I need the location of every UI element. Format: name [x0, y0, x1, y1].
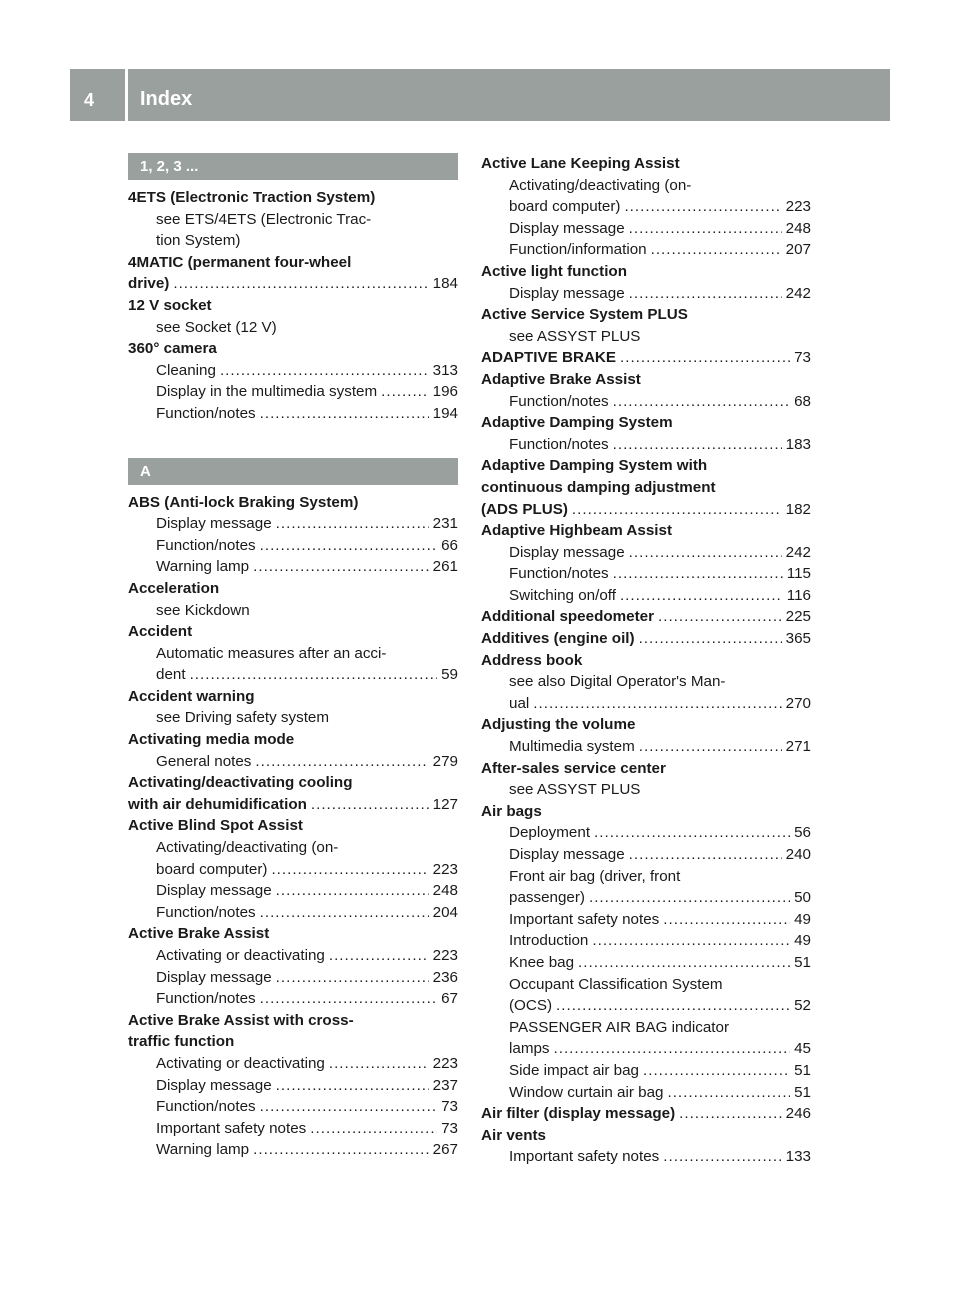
page-ref: 248 — [785, 219, 811, 237]
page-ref: 207 — [785, 241, 811, 259]
index-subentry — [481, 995, 811, 1017]
index-entry: Active light function — [481, 262, 627, 280]
page-ref: 127 — [432, 795, 458, 813]
index-entry — [481, 347, 811, 369]
index-subentry — [481, 1082, 811, 1104]
page-ref: 182 — [785, 500, 811, 518]
index-entry — [481, 499, 811, 521]
entry-text: drive) — [128, 275, 170, 293]
entry-text: Multimedia system — [509, 738, 635, 756]
entry-text: Important safety notes — [156, 1119, 307, 1137]
dot-leader — [658, 606, 782, 628]
entry-text: Air filter (display message) — [481, 1105, 676, 1123]
index-subentry — [481, 909, 811, 931]
dot-leader — [220, 360, 429, 382]
dot-leader — [533, 693, 781, 715]
dot-leader — [639, 736, 782, 758]
index-subentry — [128, 751, 458, 773]
index-entry — [128, 273, 458, 295]
index-subentry — [481, 952, 811, 974]
dot-leader — [629, 542, 782, 564]
dot-leader — [629, 218, 782, 240]
page-ref: 194 — [432, 404, 458, 422]
index-entry: Active Service System PLUS — [481, 306, 688, 324]
entry-text: Display message — [156, 968, 272, 986]
entry-text: Display message — [156, 882, 272, 900]
dot-leader — [572, 499, 782, 521]
dot-leader — [613, 563, 783, 585]
dot-leader — [639, 628, 782, 650]
dot-leader — [620, 347, 790, 369]
header-divider — [125, 69, 128, 121]
page-ref: 45 — [794, 1040, 811, 1058]
entry-text: Activating or deactivating — [156, 1054, 325, 1072]
entry-text: Function/information — [509, 241, 647, 259]
dot-leader — [592, 930, 790, 952]
page-ref: 68 — [794, 392, 811, 410]
page-ref: 73 — [441, 1098, 458, 1116]
entry-text: (OCS) — [509, 997, 553, 1015]
page-ref: 365 — [785, 630, 811, 648]
page-ref: 51 — [794, 1083, 811, 1101]
entry-text: ual — [509, 694, 530, 712]
dot-leader — [578, 952, 790, 974]
index-entry: Active Brake Assist with cross- — [128, 1011, 354, 1029]
index-subentry — [128, 1139, 458, 1161]
index-entry: Adaptive Damping System with — [481, 457, 708, 475]
entry-text: Cleaning — [156, 361, 216, 379]
dot-leader — [613, 434, 782, 456]
index-entry — [481, 628, 811, 650]
entry-text: Display message — [509, 846, 625, 863]
entry-text: (ADS PLUS) — [481, 500, 568, 518]
page-ref: 223 — [785, 198, 811, 216]
index-subentry: tion System) — [156, 232, 241, 250]
dot-leader — [310, 1118, 437, 1140]
dot-leader — [651, 239, 782, 261]
page-ref: 56 — [794, 824, 811, 842]
page-ref: 133 — [785, 1148, 811, 1166]
page-ref: 246 — [785, 1105, 811, 1123]
page-ref: 279 — [432, 752, 458, 770]
page-ref: 184 — [432, 275, 458, 293]
index-entry — [128, 794, 458, 816]
page-ref: 73 — [794, 349, 811, 367]
page-ref: 270 — [785, 694, 811, 712]
index-entry: traffic function — [128, 1033, 235, 1051]
entry-text: Function/notes — [156, 903, 256, 921]
index-subentry — [481, 822, 811, 844]
entry-text: dent — [156, 666, 186, 684]
entry-text: Function/notes — [509, 565, 609, 583]
index-subentry — [128, 1118, 458, 1140]
dot-leader — [255, 751, 428, 773]
page-ref: 50 — [794, 889, 811, 907]
index-subentry: PASSENGER AIR BAG indicator — [509, 1018, 730, 1036]
entry-text: Function/notes — [156, 1098, 256, 1116]
index-entry: Accident warning — [128, 687, 255, 705]
index-entry: Air vents — [481, 1126, 546, 1144]
index-entry — [481, 1103, 811, 1125]
index-subentry: Occupant Classification System — [509, 975, 723, 993]
index-subentry: see Kickdown — [156, 601, 250, 619]
dot-leader — [589, 887, 790, 909]
entry-text: Function/notes — [156, 990, 256, 1008]
page-ref: 240 — [785, 846, 811, 863]
entry-text: Side impact air bag — [509, 1061, 640, 1079]
entry-text: Display message — [156, 1076, 272, 1094]
index-entry: 360° camera — [128, 340, 217, 358]
index-entry: 4MATIC (permanent four-wheel — [128, 253, 352, 271]
page-ref: 115 — [786, 565, 811, 583]
dot-leader — [190, 664, 438, 686]
page-ref: 196 — [432, 383, 458, 401]
dot-leader — [253, 556, 429, 578]
page-ref: 313 — [432, 361, 458, 379]
index-entry: Active Brake Assist — [128, 925, 270, 943]
index-entry: Adaptive Damping System — [481, 414, 673, 432]
entry-text: Display message — [509, 284, 625, 302]
index-subentry — [128, 381, 458, 403]
dot-leader — [260, 403, 429, 425]
entry-text: Additives (engine oil) — [481, 630, 635, 648]
index-entry: 4ETS (Electronic Traction System) — [128, 189, 376, 206]
index-subentry — [128, 1053, 458, 1075]
index-subentry — [481, 283, 811, 305]
page-header — [70, 69, 890, 121]
page-ref: 237 — [432, 1076, 458, 1094]
entry-text: Knee bag — [509, 953, 575, 971]
dot-leader — [554, 1038, 791, 1060]
page-ref: 242 — [785, 284, 811, 302]
index-entry: continuous damping adjustment — [481, 478, 716, 496]
index-subentry — [481, 1060, 811, 1082]
index-subentry — [481, 736, 811, 758]
index-subentry — [481, 196, 811, 218]
entry-text: Additional speedometer — [481, 608, 654, 626]
entry-text: Important safety notes — [509, 1148, 660, 1166]
section-header: A — [128, 458, 458, 485]
index-subentry: see ETS/4ETS (Electronic Trac- — [156, 210, 372, 228]
page-ref: 52 — [794, 997, 811, 1015]
page-ref: 236 — [432, 968, 458, 986]
entry-text: Function/notes — [509, 392, 609, 410]
dot-leader — [311, 794, 429, 816]
page-ref: 223 — [432, 947, 458, 964]
dot-leader — [629, 283, 782, 305]
dot-leader — [276, 513, 429, 535]
index-subentry — [128, 988, 458, 1010]
index-entry: Address book — [481, 651, 583, 669]
page-ref: 223 — [432, 860, 458, 878]
index-subentry — [128, 902, 458, 924]
index-subentry: Front air bag (driver, front — [509, 867, 681, 885]
index-entry: Adjusting the volume — [481, 716, 636, 734]
index-column-left — [128, 153, 458, 1161]
dot-leader — [663, 1146, 781, 1168]
dot-leader — [253, 1139, 429, 1161]
entry-text: Function/notes — [156, 536, 256, 554]
dot-leader — [276, 967, 429, 989]
dot-leader — [679, 1103, 782, 1125]
page-ref: 261 — [432, 558, 458, 576]
page-ref: 67 — [441, 990, 458, 1008]
index-subentry — [481, 585, 811, 607]
index-subentry — [128, 403, 458, 425]
dot-leader — [260, 902, 429, 924]
index-subentry — [481, 434, 811, 456]
page-ref: 51 — [794, 1061, 811, 1079]
dot-leader — [667, 1082, 790, 1104]
index-subentry — [481, 1038, 811, 1060]
dot-leader — [260, 988, 437, 1010]
page-ref: 267 — [432, 1141, 458, 1159]
entry-text: Display message — [509, 543, 625, 561]
dot-leader — [624, 196, 781, 218]
index-entry — [481, 606, 811, 628]
entry-text: lamps — [509, 1040, 550, 1058]
index-column-right — [481, 153, 811, 1168]
index-subentry: see also Digital Operator's Man- — [509, 673, 726, 691]
entry-text: Important safety notes — [509, 910, 660, 928]
index-subentry — [128, 556, 458, 578]
page-ref: 116 — [786, 586, 811, 604]
index-subentry — [128, 513, 458, 535]
index-subentry: Automatic measures after an acci- — [156, 644, 387, 662]
entry-text: Deployment — [509, 824, 591, 842]
index-entry: ABS (Anti-lock Braking System) — [128, 493, 359, 511]
index-subentry — [128, 859, 458, 881]
index-subentry: Activating/deactivating (on- — [509, 176, 692, 194]
entry-text: board computer) — [156, 860, 268, 878]
index-subentry — [481, 239, 811, 261]
index-subentry: see Driving safety system — [156, 709, 330, 727]
index-subentry — [128, 880, 458, 902]
index-entry: Accident — [128, 623, 193, 641]
entry-text: Warning lamp — [156, 1141, 250, 1159]
dot-leader — [613, 391, 790, 413]
dot-leader — [260, 1096, 437, 1118]
index-subentry — [128, 535, 458, 557]
page-ref: 204 — [432, 903, 458, 921]
dot-leader — [271, 859, 428, 881]
index-entry: Activating media mode — [128, 731, 295, 749]
index-subentry: see ASSYST PLUS — [509, 781, 641, 799]
index-subentry — [128, 945, 458, 967]
dot-leader — [329, 945, 429, 967]
index-subentry — [128, 664, 458, 686]
index-entry: After-sales service center — [481, 759, 666, 777]
entry-text: Switching on/off — [509, 586, 616, 604]
index-subentry — [481, 930, 811, 952]
section-header: 1, 2, 3 ... — [128, 153, 458, 180]
index-subentry — [128, 1075, 458, 1097]
dot-leader — [260, 535, 437, 557]
index-subentry — [481, 542, 811, 564]
entry-text: Activating or deactivating — [156, 947, 325, 964]
entry-text: Display in the multimedia system — [156, 383, 378, 401]
dot-leader — [556, 995, 790, 1017]
index-subentry — [481, 844, 811, 866]
dot-leader — [629, 844, 782, 866]
dot-leader — [594, 822, 790, 844]
dot-leader — [173, 273, 428, 295]
dot-leader — [276, 880, 429, 902]
index-subentry — [481, 391, 811, 413]
page-ref: 225 — [785, 608, 811, 626]
page-ref: 223 — [432, 1054, 458, 1072]
index-entry: Adaptive Highbeam Assist — [481, 522, 673, 540]
dot-leader — [643, 1060, 790, 1082]
index-subentry — [128, 360, 458, 382]
dot-leader — [276, 1075, 429, 1097]
page-ref: 59 — [441, 666, 458, 684]
entry-text: passenger) — [509, 889, 585, 907]
index-subentry: see Socket (12 V) — [156, 318, 277, 336]
index-entry: 12 V socket — [128, 296, 212, 314]
entry-text: board computer) — [509, 198, 621, 216]
entry-text: with air dehumidification — [128, 795, 307, 813]
page-ref: 49 — [794, 932, 811, 950]
page-ref: 231 — [432, 515, 458, 533]
entry-text: Introduction — [509, 932, 589, 950]
page-number: 4 — [84, 90, 95, 110]
index-subentry: see ASSYST PLUS — [509, 327, 641, 345]
index-entry: Adaptive Brake Assist — [481, 370, 641, 388]
dot-leader — [329, 1053, 429, 1075]
index-entry: Activating/deactivating cooling — [128, 774, 353, 792]
page-ref: 73 — [441, 1119, 458, 1137]
index-subentry — [481, 218, 811, 240]
entry-text: Function/notes — [156, 404, 256, 422]
index-subentry — [481, 693, 811, 715]
page-title: Index — [140, 88, 193, 110]
index-entry: Active Lane Keeping Assist — [481, 155, 680, 172]
index-subentry — [481, 563, 811, 585]
index-subentry — [481, 887, 811, 909]
entry-text: Display message — [509, 219, 625, 237]
index-entry: Acceleration — [128, 579, 220, 597]
dot-leader — [663, 909, 790, 931]
entry-text: Function/notes — [509, 435, 609, 453]
entry-text: General notes — [156, 752, 252, 770]
index-subentry: Activating/deactivating (on- — [156, 839, 339, 857]
entry-text: Warning lamp — [156, 558, 250, 576]
index-subentry — [481, 1146, 811, 1168]
page-ref: 51 — [794, 953, 811, 971]
page-ref: 66 — [441, 536, 458, 554]
page-ref: 183 — [785, 435, 811, 453]
entry-text: Display message — [156, 515, 272, 533]
page-ref: 248 — [432, 882, 458, 900]
page-ref: 242 — [785, 543, 811, 561]
index-subentry — [128, 967, 458, 989]
entry-text: ADAPTIVE BRAKE — [481, 349, 617, 367]
index-entry: Air bags — [481, 802, 542, 820]
dot-leader — [620, 585, 783, 607]
page-ref: 271 — [785, 738, 811, 756]
dot-leader — [381, 381, 429, 403]
index-subentry — [128, 1096, 458, 1118]
page-ref: 49 — [794, 910, 811, 928]
index-entry: Active Blind Spot Assist — [128, 817, 303, 835]
entry-text: Window curtain air bag — [509, 1083, 664, 1101]
